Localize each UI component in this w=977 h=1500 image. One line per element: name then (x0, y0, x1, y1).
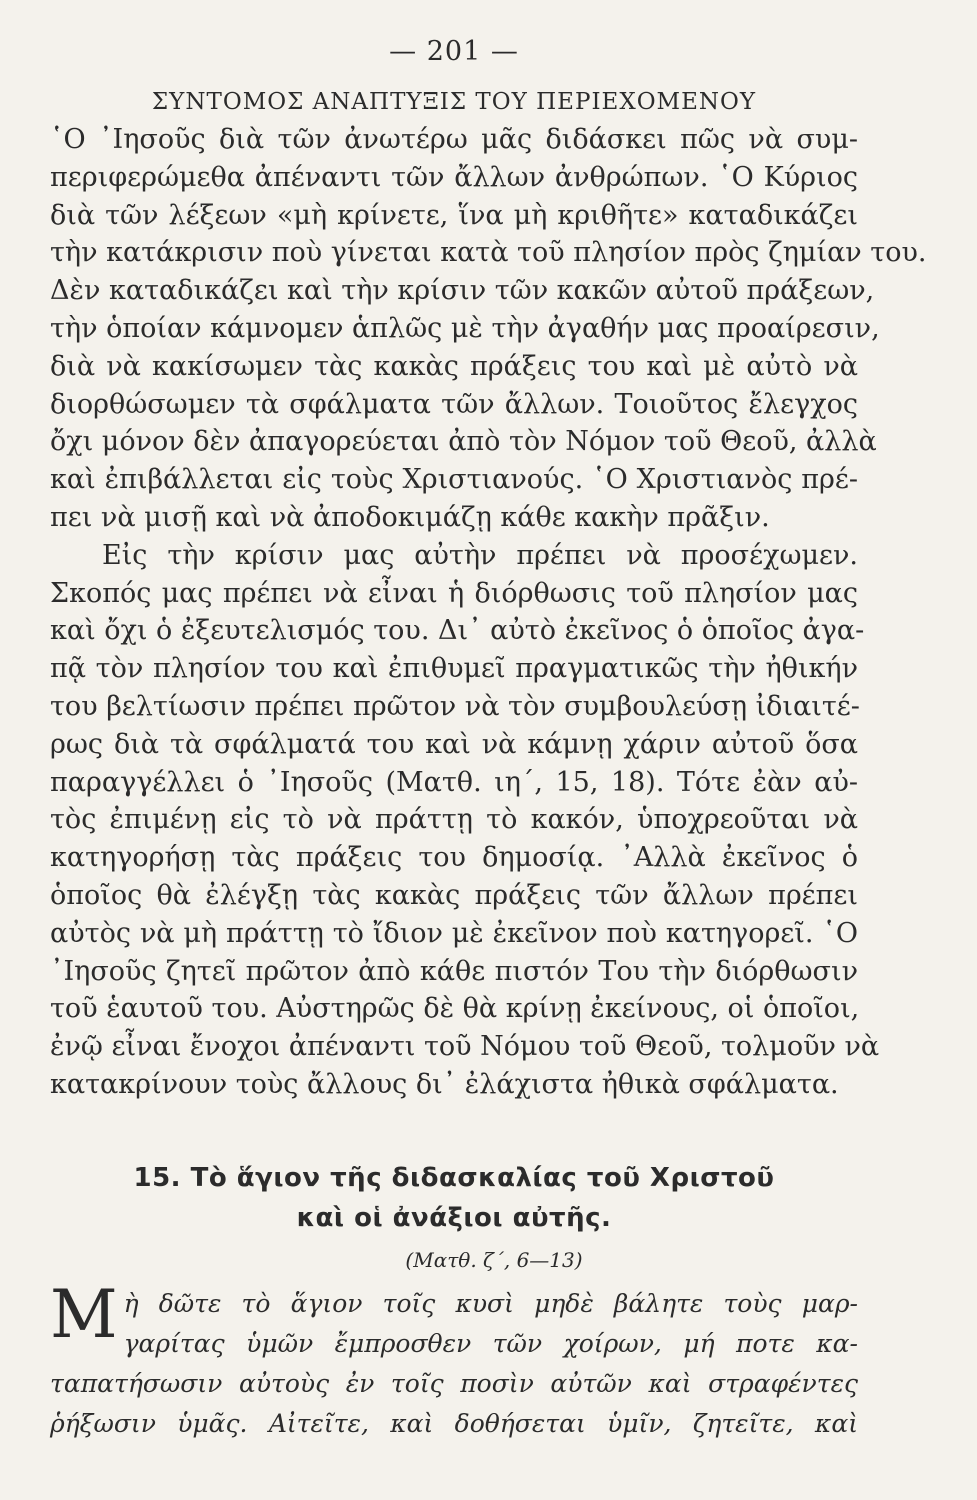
text-line: ὁποῖος θὰ ἐλέγξῃ τὰς κακὰς πράξεις τῶν ἄλλων πρέπει (50, 879, 858, 911)
scripture-reference: (Ματθ. ζ΄, 6—13) (405, 1247, 583, 1272)
text-line: ῾Ο ᾿Ιησοῦς διὰ τῶν ἀνωτέρω μᾶς διδάσκει πῶς νὰ συμ- (50, 124, 858, 155)
text-line: ρως διὰ τὰ σφάλματά του καὶ νὰ κάμνῃ χάριν αὐτοῦ ὅσα (50, 728, 858, 760)
paragraph-2 (50, 537, 880, 1104)
drop-cap: Μ (50, 1275, 118, 1353)
text-line: καὶ ἐπιβάλλεται εἰς τοὺς Χριστιανούς. ῾Ο Χριστιανὸς πρέ- (50, 464, 858, 496)
text-line: πᾷ τὸν πλησίον του καὶ ἐπιθυμεῖ πραγματικῶς τὴν ἠθικήν (50, 653, 858, 685)
scripture-verse (50, 1275, 858, 1444)
verse-line: ὴ δῶτε τὸ ἅγιον τοῖς κυσὶ μηδὲ βάλητε τοὺς μαρ- (123, 1288, 858, 1318)
text-line: Εἰς τὴν κρίσιν μας αὐτὴν πρέπει νὰ προσέχωμεν. (102, 539, 858, 571)
paragraph-1 (50, 121, 927, 537)
text-line: καὶ ὄχι ὁ ἐξευτελισμός του. Δι᾿ αὐτὸ ἐκεῖνος ὁ ὁποῖος ἀγα- (50, 615, 865, 647)
text-line: του βελτίωσιν πρέπει πρῶτον νὰ τὸν συμβουλεύσῃ ἰδιαιτέ- (50, 690, 860, 722)
chapter-title-line-2: καὶ οἱ ἀνάξιοι αὐτῆς. (296, 1202, 612, 1233)
text-line: περιφερώμεθα ἀπέναντι τῶν ἄλλων ἀνθρώπων. ῾Ο Κύριος (50, 161, 858, 193)
chapter-title (50, 1158, 858, 1238)
text-line: τὴν κατάκρισιν ποὺ γίνεται κατὰ τοῦ πλησίον πρὸς ζημίαν του. (50, 237, 927, 269)
text-line: παραγγέλλει ὁ ᾿Ιησοῦς (Ματθ. ιη΄, 15, 18). Τότε ἐὰν αὐ- (50, 766, 858, 798)
text-line: διὰ νὰ κακίσωμεν τὰς κακὰς πράξεις του καὶ μὲ αὐτὸ νὰ (50, 350, 858, 382)
text-line: τὸς ἐπιμένῃ εἰς τὸ νὰ πράττῃ τὸ κακόν, ὑποχρεοῦται νὰ (50, 804, 858, 836)
text-line: διὰ τῶν λέξεων «μὴ κρίνετε, ἵνα μὴ κριθῆτε» καταδικάζει (50, 199, 858, 231)
text-line: ὄχι μόνον δὲν ἀπαγορεύεται ἀπὸ τὸν Νόμον τοῦ Θεοῦ, ἀλλὰ (50, 426, 877, 458)
verse-line: ῥήξωσιν ὑμᾶς. Αἰτεῖτε, καὶ δοθήσεται ὑμῖν, ζητεῖτε, καὶ (50, 1408, 858, 1438)
text-line: κατακρίνουν τοὺς ἄλλους δι᾿ ἐλάχιστα ἠθικὰ σφάλματα. (50, 1068, 839, 1100)
text-line: κατηγορήσῃ τὰς πράξεις του δημοσίᾳ. ᾿Αλλὰ ἐκεῖνος ὁ (50, 842, 858, 874)
text-line: τοῦ ἑαυτοῦ του. Αὐστηρῶς δὲ θὰ κρίνῃ ἐκείνους, οἱ ὁποῖοι, (50, 993, 860, 1025)
book-page (50, 36, 927, 1444)
text-line: τὴν ὁποίαν κάμνομεν ἁπλῶς μὲ τὴν ἀγαθήν μας προαίρεσιν, (50, 312, 880, 344)
text-line: Δὲν καταδικάζει καὶ τὴν κρίσιν τῶν κακῶν αὐτοῦ πράξεων, (50, 275, 875, 307)
page-number: — 201 — (389, 36, 519, 67)
text-line: ἐνῷ εἶναι ἔνοχοι ἀπέναντι τοῦ Νόμου τοῦ Θεοῦ, τολμοῦν νὰ (50, 1031, 880, 1063)
text-line: Σκοπός μας πρέπει νὰ εἶναι ἡ διόρθωσις τοῦ πλησίον μας (50, 577, 858, 609)
verse-line: ταπατήσωσιν αὐτοὺς ἐν τοῖς ποσὶν αὐτῶν καὶ στραφέντες (50, 1368, 858, 1398)
body-text (50, 121, 927, 1104)
text-line: ᾿Ιησοῦς ζητεῖ πρῶτον ἀπὸ κάθε πιστόν Του τὴν διόρθωσιν (50, 955, 858, 987)
verse-line: γαρίτας ὑμῶν ἔμπροσθεν τῶν χοίρων, μή ποτε κα- (123, 1328, 858, 1358)
chapter-title-line-1: 15. Τὸ ἅγιον τῆς διδασκαλίας τοῦ Χριστοῦ (133, 1162, 775, 1193)
text-line: διορθώσωμεν τὰ σφάλματα τῶν ἄλλων. Τοιοῦτος ἔλεγχος (50, 388, 858, 420)
text-line: πει νὰ μισῇ καὶ νὰ ἀποδοκιμάζῃ κάθε κακὴν πρᾶξιν. (50, 501, 770, 533)
section-heading: ΣΥΝΤΟΜΟΣ ΑΝΑΠΤΥΞΙΣ ΤΟΥ ΠΕΡΙΕΧΟΜΕΝΟΥ (151, 89, 757, 115)
text-line: αὐτὸς νὰ μὴ πράττῃ τὸ ἴδιον μὲ ἐκεῖνον ποὺ κατηγορεῖ. ῾Ο (50, 917, 858, 949)
